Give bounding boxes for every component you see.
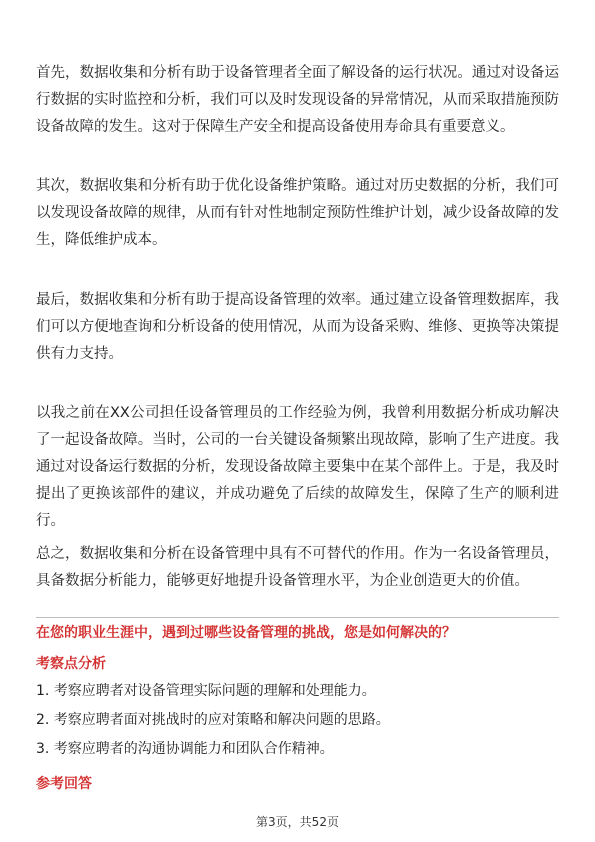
analysis-point: 2. 考察应聘者面对挑战时的应对策略和解决问题的思路。: [36, 712, 390, 728]
page-footer: 第3页，共52页: [256, 815, 339, 829]
paragraph-conclusion: 总之，数据收集和分析在设备管理中具有不可替代的作用。作为一名设备管理员，具备数据分析能力，能够更好地提升设备管理水平，为企业创造更大的价值。: [36, 546, 559, 589]
analysis-point: 3. 考察应聘者的沟通协调能力和团队合作精神。: [36, 741, 334, 757]
analysis-heading: 考察点分析: [36, 656, 106, 672]
paragraph-management-efficiency: 最后，数据收集和分析有助于提高设备管理的效率。通过建立设备管理数据库，我们可以方便地查询和分析设备的使用情况，从而为设备采购、维修、更换等决策提供有力支持。: [36, 292, 559, 362]
paragraph-work-example: 以我之前在XX公司担任设备管理员的工作经验为例，我曾利用数据分析成功解决了一起设备故障。当时，公司的一台关键设备频繁出现故障，影响了生产进度。我通过对设备运行数据的分析，发现设备故障主要集中在某个部件上。于是，我及时提出了更换该部件的建议，并成功避免了后续的故障发生，保障了生产的顺利进行。: [36, 405, 559, 529]
analysis-point: 1. 考察应聘者对设备管理实际问题的理解和处理能力。: [36, 683, 376, 699]
paragraph-maintenance-strategy: 其次，数据收集和分析有助于优化设备维护策略。通过对历史数据的分析，我们可以发现设备故障的规律，从而有针对性地制定预防性维护计划，减少设备故障的发生，降低维护成本。: [36, 178, 559, 248]
reference-answer-heading: 参考回答: [36, 776, 92, 792]
section-divider: [36, 617, 559, 618]
interview-question: 在您的职业生涯中，遇到过哪些设备管理的挑战，您是如何解决的？: [36, 625, 456, 641]
paragraph-data-insight: 首先，数据收集和分析有助于设备管理者全面了解设备的运行状况。通过对设备运行数据的实时监控和分析，我们可以及时发现设备的异常情况，从而采取措施预防设备故障的发生。这对于保障生产安全和提高设备使用寿命具有重要意义。: [36, 65, 559, 135]
